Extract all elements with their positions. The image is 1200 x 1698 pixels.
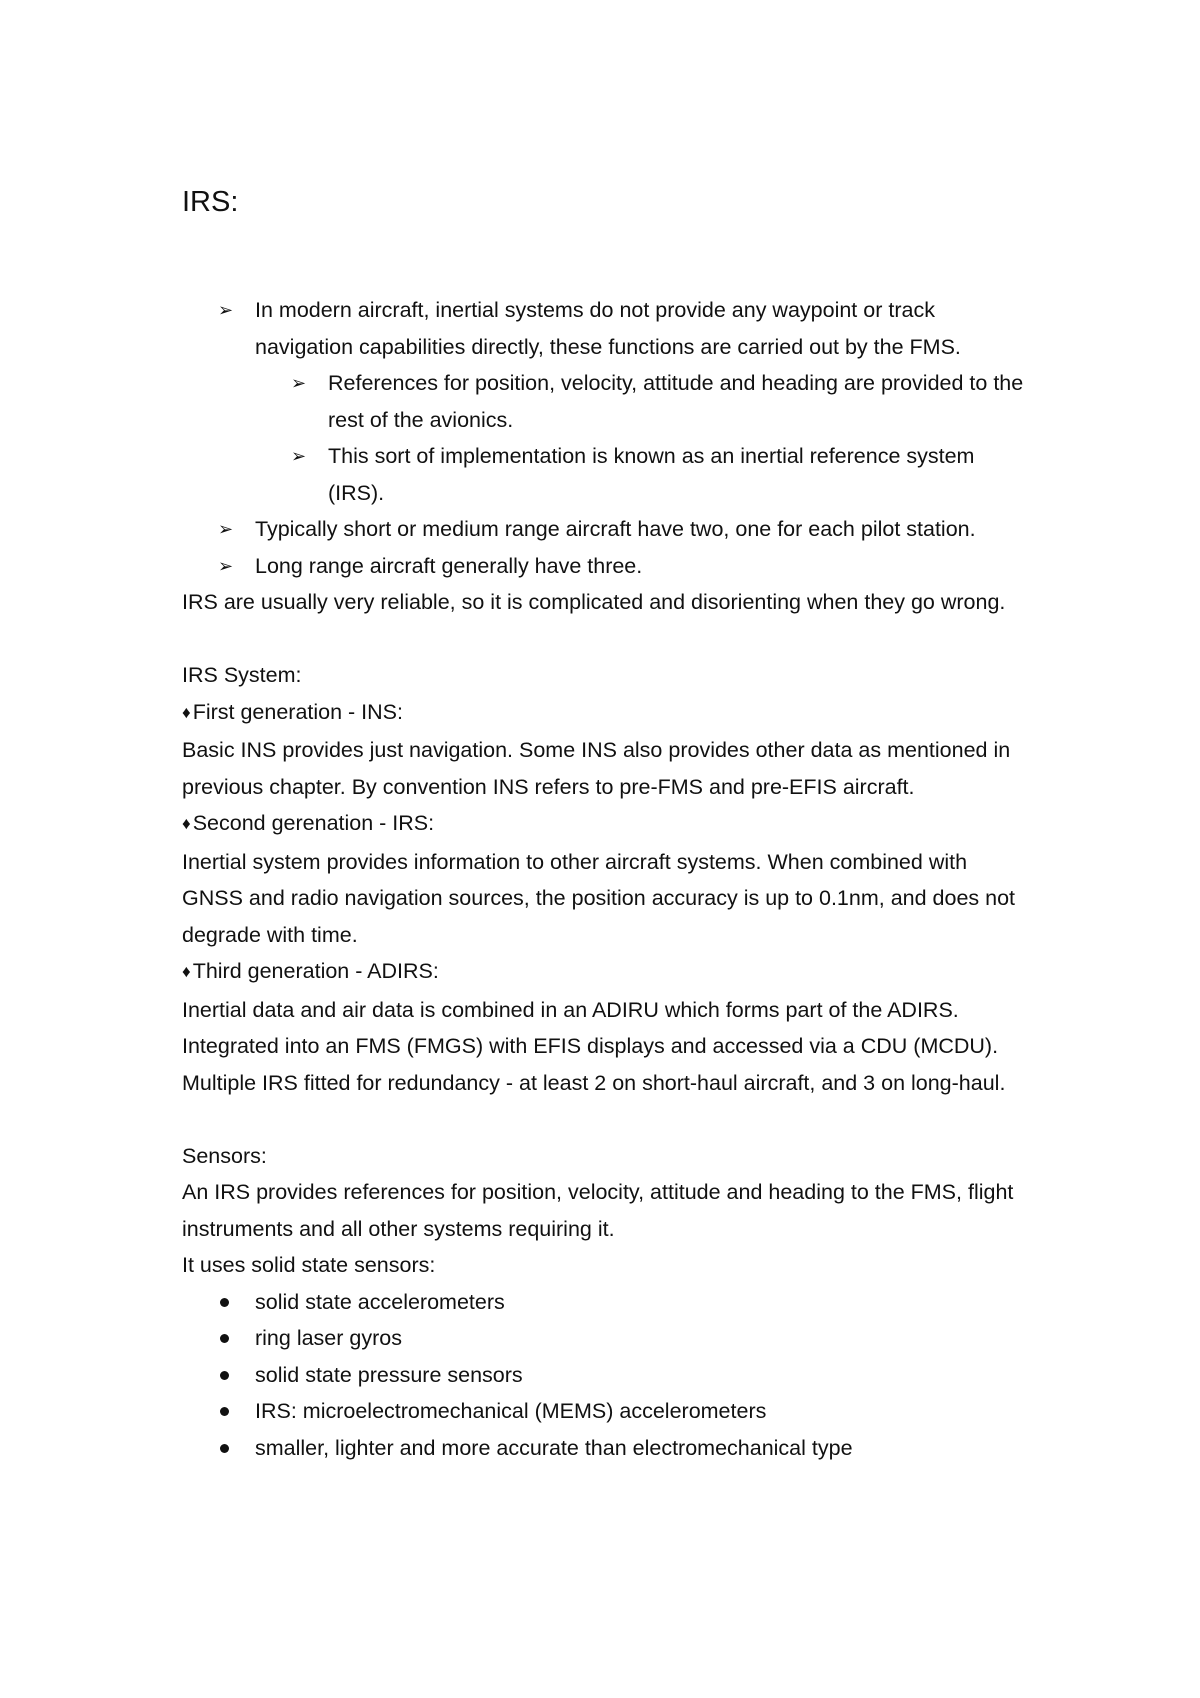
list-item [255, 365, 1032, 438]
generation-body: Inertial system provides information to other aircraft systems. When combined with GNSS and radio navigation sources, the position accuracy is up to 0.1nm, and does not degrade with time. [182, 849, 1016, 947]
bullet-text: Typically short or medium range aircraft have two, one for each pilot station. [255, 517, 976, 541]
bullet-text: In modern aircraft, inertial systems do not provide any waypoint or track navigation capabilities directly, these functions are carried out by the FMS. [255, 298, 961, 359]
sensors-lead: It uses solid state sensors: [182, 1253, 436, 1277]
generation-body: Inertial data and air data is combined in an ADIRU which forms part of the ADIRS. Integrated into an FMS (FMGS) with EFIS displays and accessed via a CDU (MCDU). Multiple IRS fitted for redundancy - at least 2 on short-haul aircraft, and 3 on long-haul. [182, 997, 1006, 1095]
intro-bullet-list [182, 292, 1032, 584]
generation-body: Basic INS provides just navigation. Some INS also provides other data as mentioned in previous chapter. By convention INS refers to pre-FMS and pre-EFIS aircraft. [182, 738, 1011, 799]
system-heading: IRS System: [182, 663, 302, 687]
list-item [182, 548, 1032, 585]
sub-bullet-list [255, 365, 1032, 511]
sensor-item-text: solid state pressure sensors [255, 1362, 523, 1387]
page-title: IRS: [182, 186, 239, 218]
bullet-dot-icon [220, 1444, 229, 1453]
generation-heading [182, 805, 1032, 844]
bullet-text: Long range aircraft generally have three. [255, 553, 643, 578]
diamond-bullet-icon: ♦ [182, 814, 191, 833]
sub-bullet-text: References for position, velocity, attitude and heading are provided to the rest of the avionics. [328, 371, 1024, 432]
bullet-dot-icon [220, 1371, 229, 1380]
sensors-heading: Sensors: [182, 1143, 267, 1168]
list-item [182, 1320, 1032, 1357]
list-item [255, 438, 1032, 511]
arrow-bullet-icon: ➢ [218, 300, 234, 320]
sensor-item-text: solid state accelerometers [255, 1289, 505, 1314]
list-item [182, 1430, 1032, 1467]
diamond-bullet-icon: ♦ [182, 962, 191, 981]
arrow-bullet-icon: ➢ [291, 446, 307, 466]
bullet-dot-icon [220, 1298, 229, 1307]
document-content [182, 184, 1032, 1466]
paragraph-gap [182, 1101, 1032, 1138]
generation-heading-text: First generation - INS: [192, 699, 403, 724]
list-item [182, 511, 1032, 548]
sensor-item-text: ring laser gyros [255, 1326, 402, 1350]
list-item [182, 1357, 1032, 1394]
generation-heading [182, 953, 1032, 992]
bullet-dot-icon [220, 1407, 229, 1416]
sensor-item-text: IRS: microelectromechanical (MEMS) accelerometers [255, 1399, 767, 1423]
paragraph-gap [182, 621, 1032, 658]
list-item [182, 1284, 1032, 1321]
generation-heading-text: Third generation - ADIRS: [192, 959, 439, 983]
arrow-bullet-icon: ➢ [218, 555, 234, 576]
sub-bullet-text: This sort of implementation is known as an inertial reference system (IRS). [328, 444, 975, 505]
arrow-bullet-icon: ➢ [291, 373, 307, 393]
list-item [182, 1393, 1032, 1430]
sensor-item-text: smaller, lighter and more accurate than electromechanical type [255, 1435, 853, 1460]
arrow-bullet-icon: ➢ [218, 519, 234, 539]
list-item [182, 292, 1032, 511]
generation-heading-text: Second gerenation - IRS: [192, 811, 435, 835]
bullet-dot-icon [220, 1334, 229, 1343]
generation-heading [182, 694, 1032, 733]
reliability-note: IRS are usually very reliable, so it is complicated and disorienting when they go wrong. [182, 590, 1006, 614]
sensor-list [182, 1284, 1032, 1467]
diamond-bullet-icon: ♦ [182, 702, 191, 722]
sensors-intro: An IRS provides references for position, velocity, attitude and heading to the FMS, flight instruments and all other systems requiring it. [182, 1180, 1014, 1241]
